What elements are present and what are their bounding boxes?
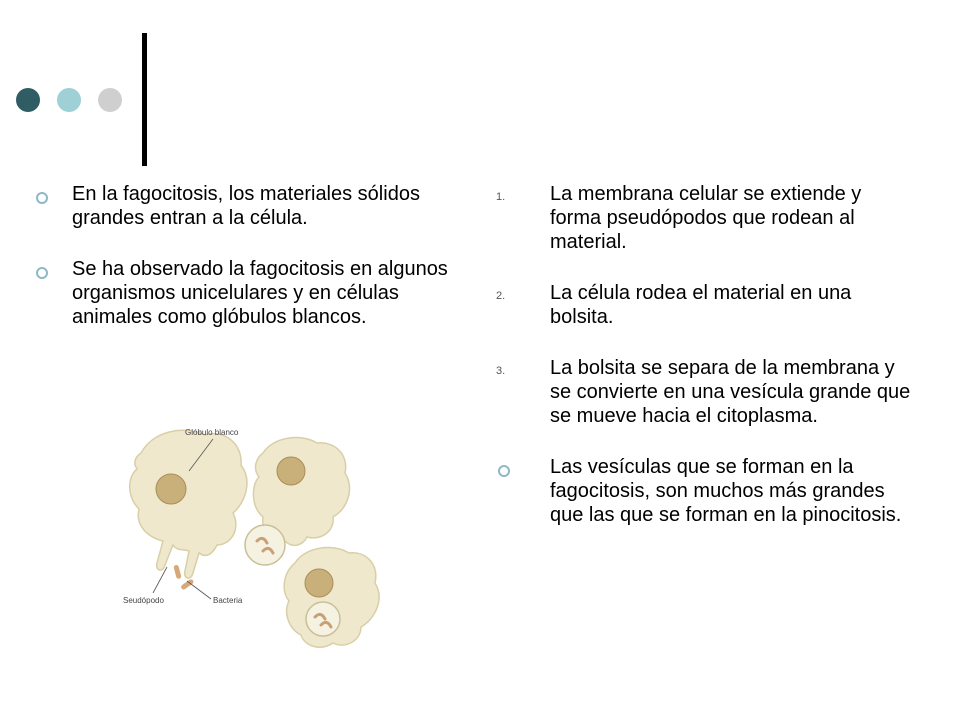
item-number: 1. — [496, 191, 506, 203]
title-divider-line — [142, 33, 147, 166]
white-blood-cell-3 — [284, 548, 379, 648]
circle-bullet-icon — [36, 192, 48, 204]
right-column — [496, 182, 916, 554]
bacterium — [180, 578, 194, 590]
left-column — [36, 182, 450, 356]
bullet-text: Se ha observado la fagocitosis en algunos organismos unicelulares y en células animales como glóbulos blancos. — [72, 258, 448, 328]
white-blood-cell-2 — [245, 438, 349, 565]
item-number: 2. — [496, 290, 506, 302]
bullet-item — [496, 455, 916, 527]
item-text: La membrana celular se extiende y forma pseudópodos que rodean al material. — [550, 183, 862, 253]
bullet-text: En la fagocitosis, los materiales sólidos grandes entran a la célula. — [72, 183, 420, 229]
bullet-item — [36, 182, 450, 230]
decor-dot-dark — [16, 88, 40, 112]
numbered-item — [496, 182, 916, 254]
decor-dot-gray — [98, 88, 122, 112]
bullet-item — [36, 257, 450, 329]
circle-bullet-icon — [498, 465, 510, 477]
item-text: La bolsita se separa de la membrana y se convierte en una vesícula grande que se mueve hacia el citoplasma. — [550, 357, 911, 427]
decor-dot-light — [57, 88, 81, 112]
label-bacteria: Bacteria — [213, 596, 243, 605]
label-seudopodo: Seudópodo — [123, 596, 164, 605]
bacterium — [173, 564, 181, 579]
phagocytosis-illustration — [113, 413, 398, 658]
numbered-item — [496, 356, 916, 428]
circle-bullet-icon — [36, 267, 48, 279]
label-globulo-blanco: Glóbulo blanco — [185, 428, 239, 437]
item-number: 3. — [496, 365, 506, 377]
numbered-item — [496, 281, 916, 329]
white-blood-cell-1 — [130, 430, 247, 578]
note-text: Las vesículas que se forman en la fagocitosis, son muchos más grandes que las que se forman en la pinocitosis. — [550, 456, 902, 526]
item-text: La célula rodea el material en una bolsita. — [550, 282, 852, 328]
